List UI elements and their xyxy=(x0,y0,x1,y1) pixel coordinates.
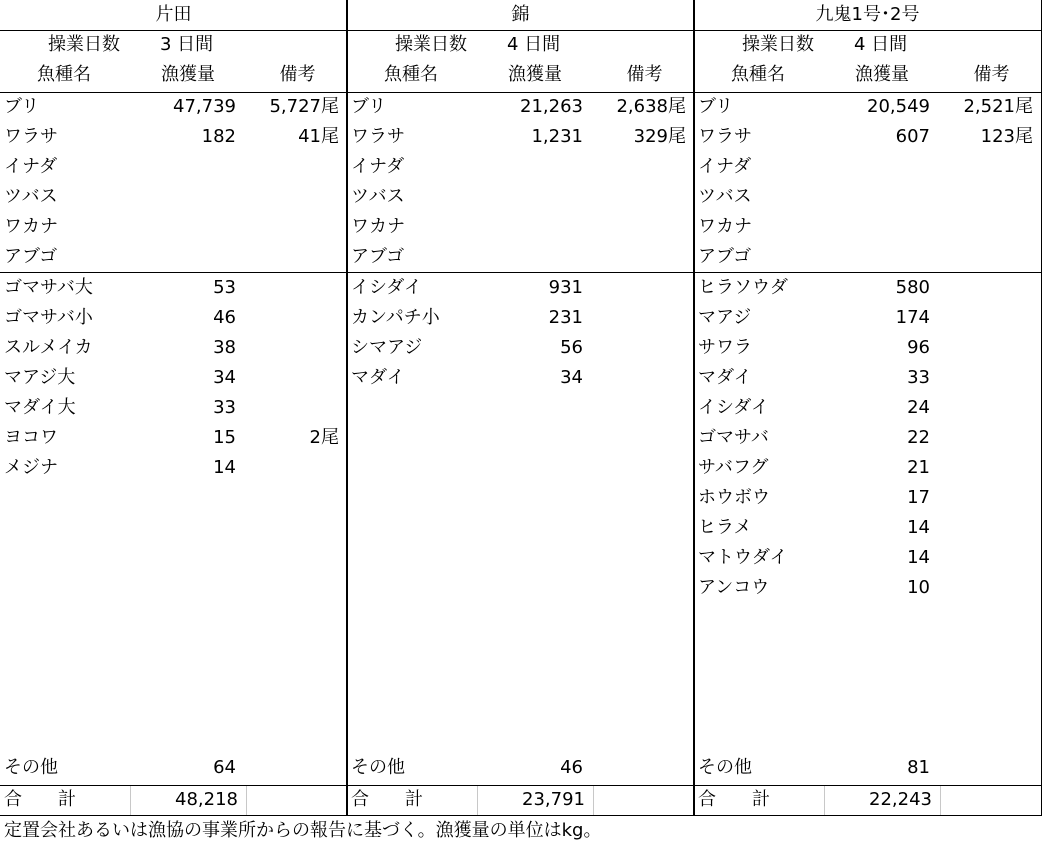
divider xyxy=(0,30,347,31)
catch-value: 14 xyxy=(907,517,930,538)
catch-value xyxy=(475,212,583,242)
divider xyxy=(0,92,347,93)
catch-value: 33 xyxy=(907,367,930,388)
header-species: 魚種名 xyxy=(731,64,785,85)
species-name: ワカナ xyxy=(351,216,405,237)
note-value xyxy=(240,273,339,303)
species-name: アブゴ xyxy=(4,246,58,267)
species-name: イシダイ xyxy=(351,277,422,298)
catch-value: 15 xyxy=(213,427,236,448)
grid-line xyxy=(130,786,131,815)
note-value xyxy=(934,182,1033,212)
total-value: 48,218 xyxy=(175,789,238,810)
header-note: 備考 xyxy=(973,64,1010,85)
catch-value: 931 xyxy=(548,277,583,298)
days-value: 4 日間 xyxy=(507,34,561,55)
header-species: 魚種名 xyxy=(384,64,438,85)
catch-value: 10 xyxy=(907,577,930,598)
header-note: 備考 xyxy=(626,64,663,85)
catch-value xyxy=(128,182,236,212)
species-name: ツバス xyxy=(4,186,58,207)
catch-value: 14 xyxy=(907,547,930,568)
note-value xyxy=(240,363,339,393)
species-name: シマアジ xyxy=(351,337,423,358)
misc-name: その他 xyxy=(351,757,405,778)
species-name: マアジ xyxy=(698,307,752,328)
note-value: 123尾 xyxy=(980,126,1033,147)
species-name: カンパチ小 xyxy=(351,307,440,328)
days-label: 操業日数 xyxy=(48,34,120,55)
divider xyxy=(347,272,694,273)
header-species: 魚種名 xyxy=(37,64,91,85)
species-name: マトウダイ xyxy=(698,547,788,568)
misc-name: その他 xyxy=(698,757,752,778)
note-value xyxy=(240,212,339,242)
species-name: マアジ大 xyxy=(4,367,76,388)
grid-line xyxy=(246,786,247,815)
species-name: サバフグ xyxy=(698,457,769,478)
panel-separator xyxy=(346,0,348,816)
total-value: 23,791 xyxy=(522,789,585,810)
divider xyxy=(0,272,347,273)
species-name: ヒラソウダ xyxy=(698,277,788,298)
note-value xyxy=(934,303,1033,333)
species-name: ゴマサバ大 xyxy=(4,277,93,298)
species-name: イナダ xyxy=(698,156,752,177)
note-value: 329尾 xyxy=(633,126,686,147)
divider xyxy=(0,785,347,786)
catch-value: 46 xyxy=(213,307,236,328)
days-label: 操業日数 xyxy=(395,34,467,55)
note-value xyxy=(934,393,1033,423)
species-name: イシダイ xyxy=(698,397,769,418)
panel-separator xyxy=(693,0,695,816)
note-value xyxy=(934,453,1033,483)
species-name: マダイ xyxy=(698,367,752,388)
header-note: 備考 xyxy=(279,64,316,85)
catch-value: 174 xyxy=(895,307,930,328)
catch-value: 607 xyxy=(895,126,930,147)
species-name: アブゴ xyxy=(351,246,405,267)
species-name: イナダ xyxy=(351,156,405,177)
catch-value: 231 xyxy=(548,307,583,328)
species-name: ヨコワ xyxy=(4,427,58,448)
note-value xyxy=(240,303,339,333)
header-catch: 漁獲量 xyxy=(161,64,215,85)
catch-value xyxy=(128,242,236,272)
grid-line xyxy=(477,786,478,815)
catch-value: 96 xyxy=(907,337,930,358)
species-name: スルメイカ xyxy=(4,337,93,358)
misc-catch: 64 xyxy=(213,757,236,778)
total-label: 合 計 xyxy=(698,789,770,810)
note-value xyxy=(240,152,339,182)
catch-value xyxy=(475,182,583,212)
note-value xyxy=(587,363,686,393)
note-value xyxy=(240,453,339,483)
species-name: ホウボウ xyxy=(698,487,770,508)
misc-catch: 81 xyxy=(907,757,930,778)
panel-title: 九鬼1号･2号 xyxy=(815,4,920,25)
grid-line xyxy=(593,786,594,815)
species-name: マダイ大 xyxy=(4,397,76,418)
note-value xyxy=(934,152,1033,182)
catch-value: 14 xyxy=(213,457,236,478)
species-name: アブゴ xyxy=(698,246,752,267)
divider xyxy=(347,785,694,786)
species-name: ブリ xyxy=(351,96,387,117)
catch-value xyxy=(822,212,930,242)
species-name: メジナ xyxy=(4,457,58,478)
catch-value: 17 xyxy=(907,487,930,508)
species-name: ワラサ xyxy=(351,126,405,147)
species-name: ツバス xyxy=(351,186,405,207)
catch-value: 38 xyxy=(213,337,236,358)
species-name: ゴマサバ小 xyxy=(4,307,93,328)
note-value xyxy=(240,333,339,363)
divider xyxy=(694,30,1041,31)
note-value xyxy=(587,273,686,303)
note-value: 2尾 xyxy=(309,427,339,448)
catch-value: 21 xyxy=(907,457,930,478)
species-name: ワラサ xyxy=(698,126,752,147)
species-name: ワカナ xyxy=(4,216,58,237)
panel-2 xyxy=(347,0,694,816)
note-value: 41尾 xyxy=(298,126,339,147)
divider xyxy=(347,30,694,31)
panel-title: 片田 xyxy=(155,4,192,25)
note-value: 5,727尾 xyxy=(269,96,339,117)
divider xyxy=(347,92,694,93)
species-name: ブリ xyxy=(4,96,40,117)
catch-value: 56 xyxy=(560,337,583,358)
catch-value: 34 xyxy=(560,367,583,388)
species-name: ワラサ xyxy=(4,126,58,147)
days-value: 3 日間 xyxy=(160,34,214,55)
panel-3 xyxy=(694,0,1041,816)
catch-value xyxy=(822,152,930,182)
note-value xyxy=(934,363,1033,393)
species-name: ツバス xyxy=(698,186,752,207)
divider xyxy=(694,92,1041,93)
misc-catch: 46 xyxy=(560,757,583,778)
divider xyxy=(694,815,1041,816)
catch-value: 580 xyxy=(895,277,930,298)
misc-name: その他 xyxy=(4,757,58,778)
divider xyxy=(694,785,1041,786)
species-name: ワカナ xyxy=(698,216,752,237)
note-value xyxy=(587,333,686,363)
catch-value xyxy=(475,152,583,182)
note-value xyxy=(934,212,1033,242)
header-catch: 漁獲量 xyxy=(855,64,909,85)
note-value xyxy=(240,242,339,272)
species-name: マダイ xyxy=(351,367,405,388)
species-name: ゴマサバ xyxy=(698,427,769,448)
total-label: 合 計 xyxy=(4,789,76,810)
note-value xyxy=(934,543,1033,573)
species-name: イナダ xyxy=(4,156,58,177)
catch-value xyxy=(822,182,930,212)
note-value xyxy=(240,393,339,423)
panel-1 xyxy=(0,0,347,816)
catch-value: 1,231 xyxy=(531,126,583,147)
catch-value xyxy=(128,212,236,242)
catch-value xyxy=(475,242,583,272)
species-name: サワラ xyxy=(698,337,752,358)
species-name: ヒラメ xyxy=(698,517,752,538)
catch-value: 182 xyxy=(201,126,236,147)
species-name: アンコウ xyxy=(698,577,770,598)
header-catch: 漁獲量 xyxy=(508,64,562,85)
note-value: 2,521尾 xyxy=(963,96,1033,117)
species-name: ブリ xyxy=(698,96,734,117)
note-value xyxy=(587,152,686,182)
total-value: 22,243 xyxy=(869,789,932,810)
note-value xyxy=(587,182,686,212)
note-value xyxy=(934,573,1033,603)
note-value xyxy=(934,423,1033,453)
note-value xyxy=(587,212,686,242)
panel-title: 錦 xyxy=(511,4,530,25)
total-label: 合 計 xyxy=(351,789,423,810)
note-value xyxy=(587,303,686,333)
note-value xyxy=(934,333,1033,363)
note-value xyxy=(934,242,1033,272)
days-label: 操業日数 xyxy=(742,34,814,55)
note-value xyxy=(587,242,686,272)
note-value xyxy=(934,513,1033,543)
note-value xyxy=(934,273,1033,303)
days-value: 4 日間 xyxy=(854,34,908,55)
catch-value: 24 xyxy=(907,397,930,418)
catch-value: 21,263 xyxy=(520,96,583,117)
catch-value: 22 xyxy=(907,427,930,448)
note-value: 2,638尾 xyxy=(616,96,686,117)
catch-value xyxy=(128,152,236,182)
catch-value: 33 xyxy=(213,397,236,418)
note-value xyxy=(240,182,339,212)
note-value xyxy=(934,483,1033,513)
catch-value: 47,739 xyxy=(173,96,236,117)
footnote: 定置会社あるいは漁協の事業所からの報告に基づく。漁獲量の単位はkg。 xyxy=(4,820,602,841)
catch-value: 20,549 xyxy=(867,96,930,117)
divider xyxy=(694,272,1041,273)
grid-line xyxy=(940,786,941,815)
catch-value xyxy=(822,242,930,272)
grid-line xyxy=(824,786,825,815)
catch-value: 34 xyxy=(213,367,236,388)
catch-value: 53 xyxy=(213,277,236,298)
